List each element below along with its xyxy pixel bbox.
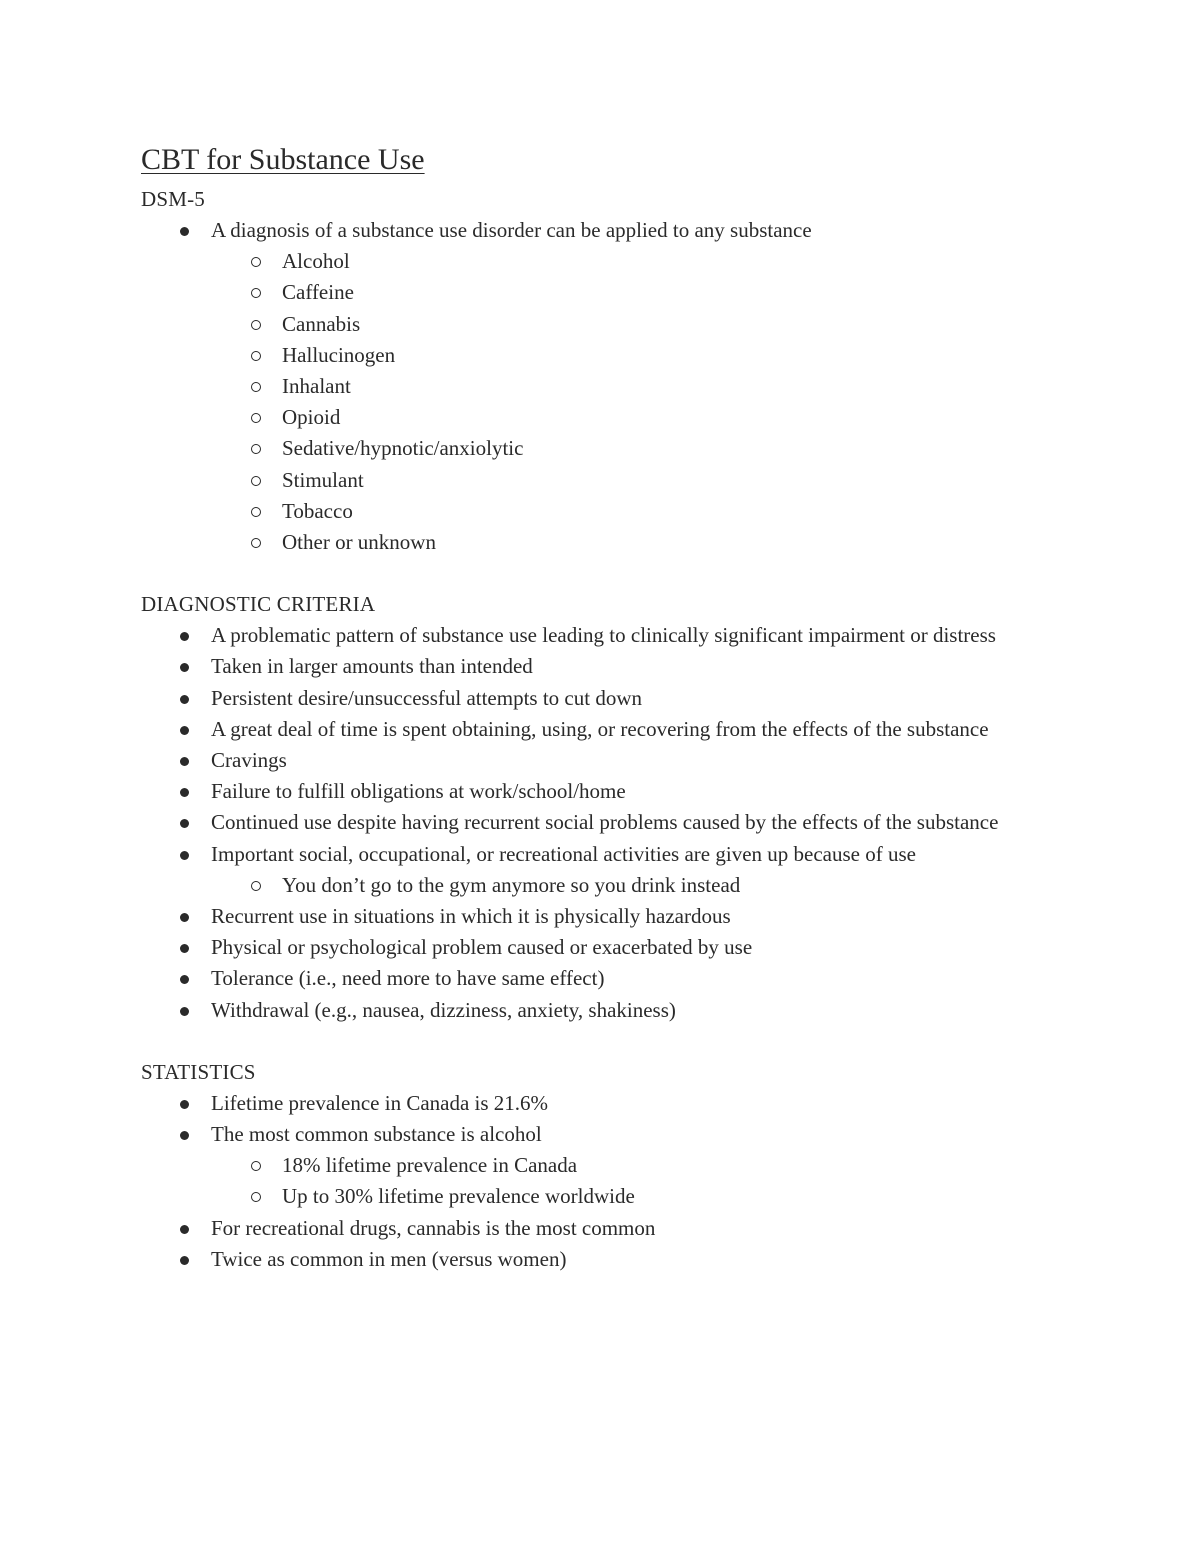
- list-item-text: Continued use despite having recurrent social problems caused by the effects of the substance: [211, 810, 999, 835]
- list-item-text: Lifetime prevalence in Canada is 21.6%: [211, 1090, 549, 1115]
- sub-list-item-text: Inhalant: [282, 374, 351, 399]
- sub-list-item: [282, 465, 1071, 496]
- hollow-bullet-icon: [251, 1192, 261, 1202]
- list-item: [211, 932, 1071, 963]
- list-item-text: Taken in larger amounts than intended: [211, 654, 533, 679]
- hollow-bullet-icon: [251, 257, 261, 267]
- list-item-text: A great deal of time is spent obtaining, using, or recovering from the effects of the substance: [211, 716, 989, 741]
- list-item: [211, 1088, 1071, 1119]
- hollow-bullet-icon: [251, 881, 261, 891]
- list-item: [211, 1119, 1071, 1213]
- list-item: [211, 839, 1071, 901]
- list-item: [211, 1244, 1071, 1275]
- list-item: [211, 776, 1071, 807]
- list-item: [211, 620, 1071, 651]
- sub-list-item-text: Up to 30% lifetime prevalence worldwide: [282, 1184, 635, 1209]
- sub-list-item: [282, 496, 1071, 527]
- sub-list-item: [282, 1150, 1071, 1181]
- hollow-bullet-icon: [251, 382, 261, 392]
- list-item: [211, 807, 1071, 838]
- list-item-text: For recreational drugs, cannabis is the most common: [211, 1215, 656, 1240]
- list-item-text: Physical or psychological problem caused or exacerbated by use: [211, 935, 753, 960]
- list-item-text: Failure to fulfill obligations at work/school/home: [211, 779, 626, 804]
- list-item: [211, 215, 1071, 558]
- section-heading: DSM-5: [141, 187, 206, 211]
- hollow-bullet-icon: [251, 320, 261, 330]
- document-page: [141, 140, 1071, 1275]
- list-item-text: A diagnosis of a substance use disorder can be applied to any substance: [211, 218, 812, 242]
- filled-bullet-icon: [180, 851, 189, 860]
- sub-list-item-text: Other or unknown: [282, 530, 436, 555]
- hollow-bullet-icon: [251, 288, 261, 298]
- sub-bullet-list: [211, 246, 1071, 558]
- list-item-text: Tolerance (i.e., need more to have same effect): [211, 966, 605, 991]
- list-item: [211, 995, 1071, 1026]
- hollow-bullet-icon: [251, 413, 261, 423]
- list-item: [211, 683, 1071, 714]
- hollow-bullet-icon: [251, 1161, 261, 1171]
- sub-list-item: [282, 277, 1071, 308]
- filled-bullet-icon: [180, 975, 189, 984]
- list-item-text: The most common substance is alcohol: [211, 1122, 542, 1147]
- section-spacer: [141, 558, 1071, 589]
- section-heading: STATISTICS: [141, 1059, 256, 1084]
- filled-bullet-icon: [180, 788, 189, 797]
- filled-bullet-icon: [180, 944, 189, 953]
- section-heading: DIAGNOSTIC CRITERIA: [141, 592, 376, 617]
- filled-bullet-icon: [180, 1007, 189, 1016]
- sub-list-item: [282, 246, 1071, 277]
- hollow-bullet-icon: [251, 444, 261, 454]
- sub-list-item-text: Opioid: [282, 405, 341, 430]
- list-item: [211, 901, 1071, 932]
- sub-list-item-text: Sedative/hypnotic/anxiolytic: [282, 436, 524, 461]
- sub-bullet-list: [211, 1150, 1071, 1212]
- sub-list-item: [282, 870, 1071, 901]
- sub-list-item-text: 18% lifetime prevalence in Canada: [282, 1153, 578, 1178]
- bullet-list: [141, 1088, 1071, 1275]
- list-item-text: Withdrawal (e.g., nausea, dizziness, anxiety, shakiness): [211, 997, 676, 1022]
- list-item-text: Important social, occupational, or recreational activities are given up because of use: [211, 841, 916, 866]
- hollow-bullet-icon: [251, 507, 261, 517]
- hollow-bullet-icon: [251, 476, 261, 486]
- list-item: [211, 963, 1071, 994]
- filled-bullet-icon: [180, 1131, 189, 1140]
- sub-list-item: [282, 402, 1071, 433]
- sub-bullet-list: [211, 870, 1071, 901]
- filled-bullet-icon: [180, 632, 189, 641]
- sub-list-item-text: Alcohol: [282, 249, 350, 274]
- sub-list-item-text: Caffeine: [282, 280, 354, 305]
- sub-list-item: [282, 527, 1071, 558]
- sub-list-item-text: Tobacco: [282, 498, 353, 523]
- list-item: [211, 1213, 1071, 1244]
- bullet-list: [141, 215, 1071, 558]
- filled-bullet-icon: [180, 663, 189, 672]
- filled-bullet-icon: [180, 726, 189, 735]
- filled-bullet-icon: [180, 1256, 189, 1265]
- list-item: [211, 651, 1071, 682]
- sub-list-item: [282, 309, 1071, 340]
- filled-bullet-icon: [180, 1225, 189, 1234]
- filled-bullet-icon: [180, 1100, 189, 1109]
- list-item: [211, 714, 1071, 745]
- list-item-text: A problematic pattern of substance use leading to clinically significant impairment or distress: [211, 623, 996, 648]
- sub-list-item: [282, 433, 1071, 464]
- list-item-text: Recurrent use in situations in which it is physically hazardous: [211, 904, 731, 929]
- sub-list-item: [282, 371, 1071, 402]
- sub-list-item: [282, 340, 1071, 371]
- filled-bullet-icon: [180, 227, 189, 236]
- hollow-bullet-icon: [251, 538, 261, 548]
- hollow-bullet-icon: [251, 351, 261, 361]
- filled-bullet-icon: [180, 757, 189, 766]
- filled-bullet-icon: [180, 695, 189, 704]
- section-spacer: [141, 1026, 1071, 1057]
- list-item-text: Persistent desire/unsuccessful attempts to cut down: [211, 685, 643, 710]
- sub-list-item: [282, 1181, 1071, 1212]
- sub-list-item-text: Hallucinogen: [282, 342, 396, 367]
- list-item: [211, 745, 1071, 776]
- filled-bullet-icon: [180, 819, 189, 828]
- list-item-text: Twice as common in men (versus women): [211, 1246, 567, 1271]
- bullet-list: [141, 620, 1071, 1026]
- filled-bullet-icon: [180, 913, 189, 922]
- list-item-text: Cravings: [211, 748, 287, 773]
- sub-list-item-text: You don’t go to the gym anymore so you drink instead: [282, 872, 741, 897]
- document-title: CBT for Substance Use: [141, 143, 425, 176]
- sub-list-item-text: Cannabis: [282, 311, 361, 336]
- document-body: [141, 184, 1071, 1275]
- sub-list-item-text: Stimulant: [282, 467, 364, 492]
